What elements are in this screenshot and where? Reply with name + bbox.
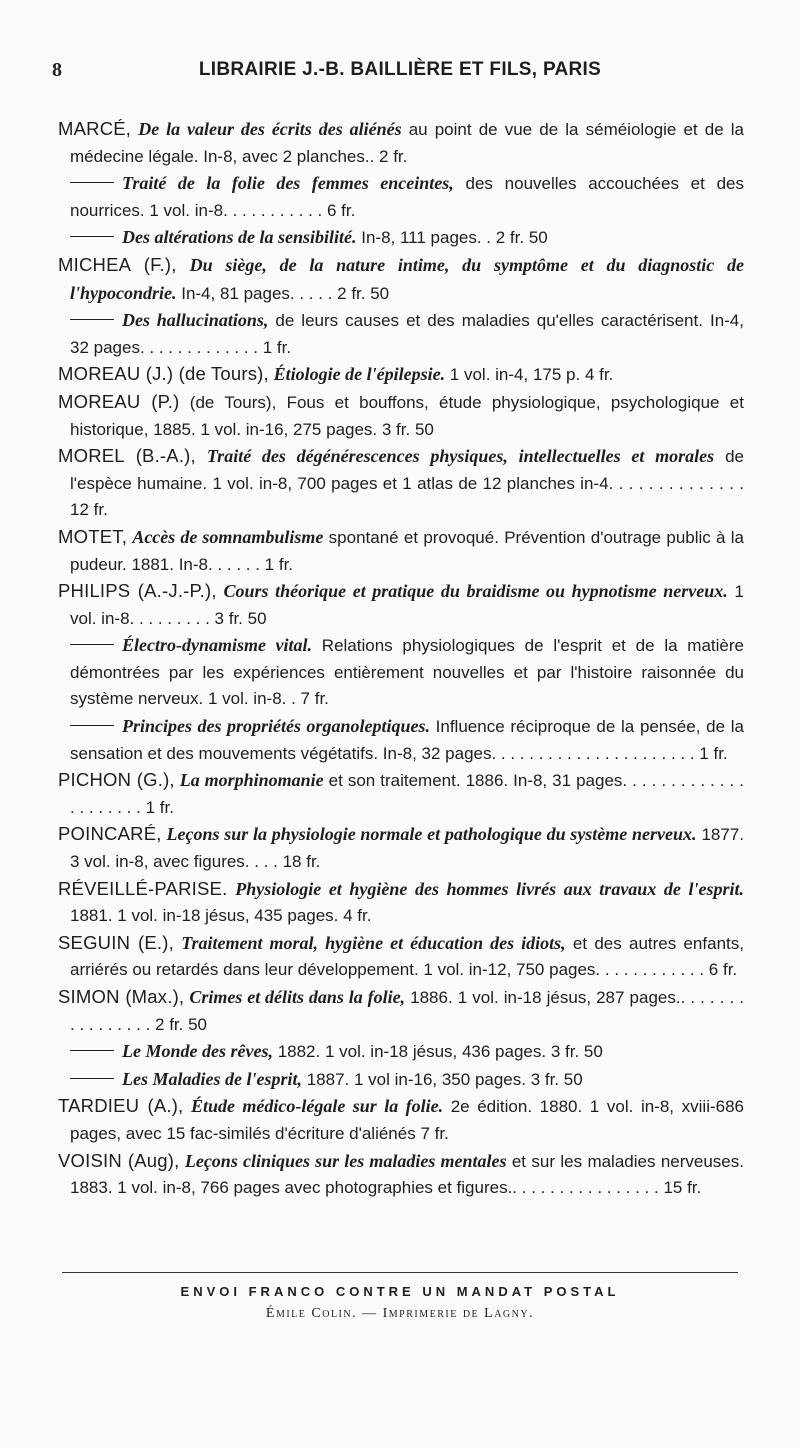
ditto-dash	[70, 725, 114, 726]
entry-author: TARDIEU (A.),	[58, 1095, 184, 1117]
entry-title: Crimes et délits dans la folie,	[189, 987, 406, 1007]
entry-title: Leçons sur la physiologie normale et pathologique du système nerveux.	[166, 824, 697, 845]
entry-title: Le Monde des rêves,	[122, 1041, 273, 1062]
catalog-entry	[58, 1148, 744, 1202]
footer-printer: Émile Colin. — Imprimerie de Lagny.	[265, 1306, 535, 1321]
entry-title: Traité de la folie des femmes enceintes,	[122, 173, 454, 194]
entry-title: Des altérations de la sensibilité.	[122, 227, 357, 248]
entry-title: Leçons cliniques sur les maladies mentales	[184, 1150, 507, 1171]
entry-details: In-4, 81 pages. . . . . 2 fr. 50	[176, 283, 390, 303]
entry-details: et sur les maladies nerveuses. 1883. 1 vol. in-8, 766 pages avec photographies et figures.. . . . . . . . . . . . . . . . 15 fr.	[70, 1151, 744, 1198]
catalog-entry	[58, 307, 744, 361]
catalog-entry	[58, 632, 744, 713]
ditto-dash	[70, 1078, 114, 1079]
catalog-entry	[58, 252, 744, 307]
entry-details: (de Tours), Fous et bouffons, étude physiologique, psychologique et historique, 1885. 1 vol. in-16, 275 pages. 3 fr. 50	[70, 392, 744, 439]
ditto-dash	[70, 182, 114, 183]
entry-title: Physiologie et hygiène des hommes livrés aux travaux de l'esprit.	[235, 878, 744, 899]
entry-details: spontané et provoqué. Prévention d'outrage public à la pudeur. 1881. In-8. . . . . . 1 fr.	[70, 527, 745, 574]
catalog-entries	[58, 116, 744, 1202]
catalog-entry	[58, 389, 744, 443]
ditto-dash	[70, 1050, 114, 1051]
entry-details: 1881. 1 vol. in-18 jésus, 435 pages. 4 fr.	[70, 906, 372, 926]
ditto-dash	[70, 644, 114, 645]
ditto-dash	[70, 319, 114, 320]
entry-author: VOISIN (Aug),	[58, 1149, 180, 1171]
catalog-entry	[58, 713, 744, 767]
catalog-entry	[58, 1093, 744, 1147]
entry-title: De la valeur des écrits des aliénés	[138, 119, 402, 139]
entry-details: de leurs causes et des maladies qu'elles caractérisent. In-4, 32 pages. . . . . . . . . . . . . 1 fr.	[70, 311, 744, 357]
catalog-entry	[58, 876, 744, 930]
entry-title: Les Maladies de l'esprit,	[122, 1068, 302, 1089]
entry-title: Traité des dégénérescences physiques, intellectuelles et morales	[206, 446, 715, 467]
entry-author: MOREL (B.-A.),	[58, 445, 196, 467]
entry-details: In-8, 111 pages. . 2 fr. 50	[356, 228, 548, 248]
catalog-entry	[58, 361, 744, 389]
catalog-entry	[58, 984, 744, 1038]
entry-details: et des autres enfants, arriérés ou retardés dans leur développement. 1 vol. in-12, 750 pages. . . . . . . . . . . . 6 fr.	[70, 933, 744, 980]
catalog-entry	[58, 524, 744, 578]
entry-details: 1887. 1 vol in-16, 350 pages. 3 fr. 50	[301, 1069, 583, 1089]
entry-details: 1 vol. in-8. . . . . . . . . 3 fr. 50	[70, 582, 744, 628]
entry-author: MOREAU (J.) (de Tours),	[58, 363, 269, 385]
entry-author: SIMON (Max.),	[58, 986, 185, 1007]
footer-shipping-note: ENVOI FRANCO CONTRE UN MANDAT POSTAL	[180, 1284, 620, 1299]
entry-details: 1 vol. in-4, 175 p. 4 fr.	[445, 365, 614, 385]
catalog-entry	[58, 170, 744, 224]
catalog-entry	[58, 821, 744, 875]
entry-title: La morphinomanie	[179, 770, 324, 791]
entry-details: 2e édition. 1880. 1 vol. in-8, xviii-686 pages, avec 15 fac-similés d'écriture d'aliénés 7 fr.	[70, 1097, 744, 1143]
entry-author: PHILIPS (A.-J.-P.),	[58, 580, 217, 602]
catalog-entry	[58, 578, 744, 632]
entry-author: MOREAU (P.)	[58, 390, 180, 412]
entry-title: Cours théorique et pratique du braidisme ou hypnotisme nerveux.	[223, 581, 728, 602]
entry-title: Accès de somnambulisme	[132, 526, 324, 547]
entry-details: de l'espèce humaine. 1 vol. in-8, 700 pages et 1 atlas de 12 planches in-4. . . . . . . . . . . . . . 12 fr.	[70, 447, 744, 520]
entry-author: SEGUIN (E.),	[58, 931, 174, 953]
entry-author: PICHON (G.),	[58, 769, 175, 791]
entry-details: 1886. 1 vol. in-18 jésus, 287 pages.. . . . . . . . . . . . . . . . 2 fr. 50	[70, 988, 745, 1034]
footer-divider	[62, 1272, 738, 1273]
page-number: 8	[52, 59, 62, 81]
catalog-entry	[58, 116, 744, 170]
catalog-entry	[58, 443, 744, 524]
entry-title: Du siège, de la nature intime, du symptôme et du diagnostic de l'hypocondrie.	[70, 254, 745, 303]
entry-title: Électro-dynamisme vital.	[122, 635, 313, 656]
running-head: LIBRAIRIE J.-B. BAILLIÈRE ET FILS, PARIS	[198, 59, 602, 80]
entry-author: POINCARÉ,	[58, 823, 162, 845]
entry-title: Étude médico-légale sur la folie.	[191, 1096, 444, 1117]
entry-author: MARCÉ,	[58, 118, 132, 139]
page-header	[0, 59, 800, 89]
entry-author: MOTET,	[58, 525, 128, 547]
catalog-entry	[58, 1038, 744, 1066]
entry-author: RÉVEILLÉ-PARISE.	[58, 877, 228, 899]
entry-details: des nouvelles accouchées et des nourrices. 1 vol. in-8. . . . . . . . . . . 6 fr.	[70, 174, 744, 220]
entry-details: 1882. 1 vol. in-18 jésus, 436 pages. 3 fr. 50	[272, 1042, 603, 1062]
catalog-entry	[58, 930, 744, 984]
entry-author: MICHEA (F.),	[58, 253, 177, 275]
entry-title: Des hallucinations,	[122, 310, 269, 331]
entry-details: Relations physiologiques de l'esprit et de la matière démontrées par les expériences entièrement nouvelles et par l'histoire raisonnée du système nerveux. 1 vol. in-8. . 7 fr.	[70, 636, 744, 709]
entry-details: 1877. 3 vol. in-8, avec figures. . . . 18 fr.	[70, 825, 744, 872]
entry-details: au point de vue de la séméiologie et de la médecine légale. In-8, avec 2 planches.. 2 fr.	[70, 120, 744, 166]
catalog-entry	[58, 1066, 744, 1094]
entry-title: Principes des propriétés organoleptiques.	[122, 716, 430, 737]
entry-details: Influence réciproque de la pensée, de la sensation et des mouvements végétatifs. In-8, 32 pages. . . . . . . . . . . . . . . . . . . . . . 1 fr.	[70, 717, 744, 763]
catalog-entry	[58, 767, 744, 821]
entry-title: Traitement moral, hygiène et éducation des idiots,	[181, 932, 566, 953]
entry-details: et son traitement. 1886. In-8, 31 pages. . . . . . . . . . . . . . . . . . . . . 1 fr.	[70, 771, 744, 817]
ditto-dash	[70, 236, 114, 237]
entry-title: Étiologie de l'épilepsie.	[273, 364, 446, 385]
catalog-entry	[58, 224, 744, 252]
